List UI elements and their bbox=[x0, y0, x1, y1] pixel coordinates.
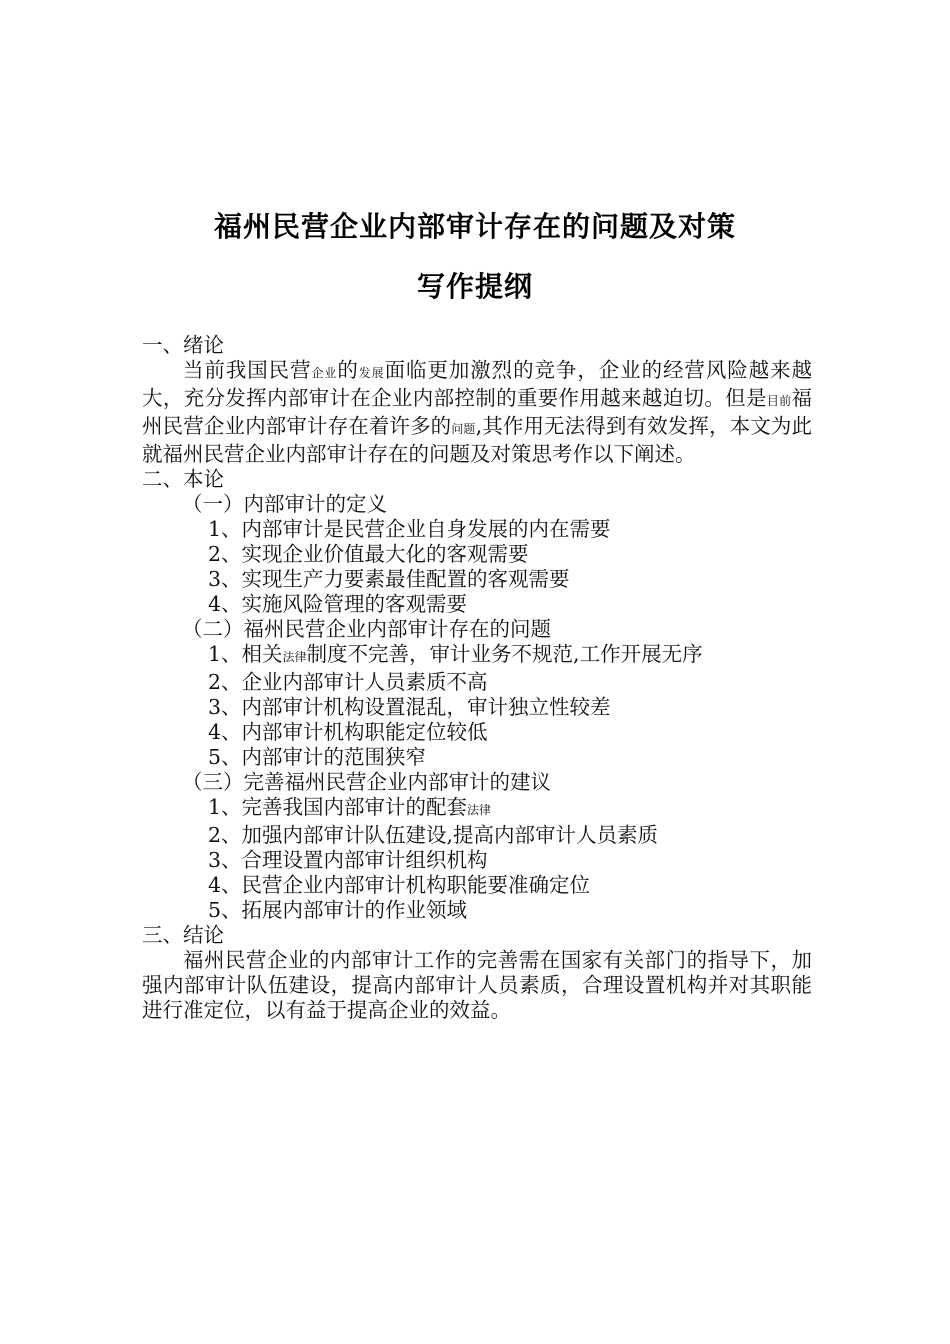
intro-text-small: 问题 bbox=[451, 422, 476, 436]
list-item: 2、实现企业价值最大化的客观需要 bbox=[208, 542, 529, 566]
document-title: 福州民营企业内部审计存在的问题及对策 bbox=[213, 210, 736, 243]
intro-text: 福州民营企业内部审计存在着许多的 bbox=[142, 386, 812, 438]
list-item: 2、加强内部审计队伍建设,提高内部审计人员素质 bbox=[208, 823, 659, 847]
intro-text: 当前我国民营 bbox=[183, 358, 312, 382]
list-item: 3、内部审计机构设置混乱，审计独立性较差 bbox=[208, 695, 611, 719]
section-heading: （二）福州民营企业内部审计存在的问题 bbox=[182, 617, 551, 641]
list-item: 4、实施风险管理的客观需要 bbox=[208, 592, 468, 616]
intro-text: ,其作用无法得到有效发挥，本文为此就福州民营企业内部审计存在的问题及对策思考作以下阐述。 bbox=[142, 414, 813, 466]
list-item: 3、合理设置内部审计组织机构 bbox=[208, 848, 488, 872]
conclusion-paragraph: 福州民营企业的内部审计工作的完善需在国家有关部门的指导下，加强内部审计队伍建设，提高内部审计人员素质，合理设置机构并对其职能进行准定位，以有益于提高企业的效益。 bbox=[142, 948, 812, 1022]
list-item: 3、实现生产力要素最佳配置的客观需要 bbox=[208, 567, 570, 591]
section-heading: （三）完善福州民营企业内部审计的建议 bbox=[182, 770, 551, 794]
intro-paragraph bbox=[142, 358, 812, 467]
section-heading: （一）内部审计的定义 bbox=[182, 492, 387, 516]
intro-text: 面临更加激烈的竞争，企业的经营风险越来越大，充分发挥内部审计在企业内部控制的重要作用越来越迫切。但是 bbox=[142, 358, 813, 410]
list-item-text: 制度不完善，审计业务不规范,工作开展无序 bbox=[306, 642, 703, 666]
list-item bbox=[142, 795, 812, 823]
list-item: 1、内部审计是民营企业自身发展的内在需要 bbox=[208, 517, 611, 541]
intro-text: 的 bbox=[337, 358, 359, 382]
list-item-text: 1、相关 bbox=[208, 642, 283, 666]
body-heading: 二、本论 bbox=[142, 467, 224, 491]
outline-body bbox=[142, 333, 812, 1023]
conclusion-heading: 三、结论 bbox=[142, 923, 224, 947]
list-item: 5、拓展内部审计的作业领域 bbox=[208, 898, 468, 922]
intro-text-small: 发展 bbox=[358, 366, 385, 380]
list-item-text-small: 法律 bbox=[467, 803, 492, 817]
intro-text-small: 目前 bbox=[766, 394, 792, 408]
list-item: 4、内部审计机构职能定位较低 bbox=[208, 720, 488, 744]
list-item: 2、企业内部审计人员素质不高 bbox=[208, 670, 488, 694]
intro-heading: 一、绪论 bbox=[142, 333, 224, 357]
document-subtitle: 写作提纲 bbox=[416, 270, 533, 303]
intro-text-small: 企业 bbox=[311, 366, 338, 380]
list-item bbox=[142, 642, 812, 670]
list-item-text-small: 法律 bbox=[282, 650, 307, 664]
list-item: 5、内部审计的范围狭窄 bbox=[208, 745, 427, 769]
list-item-text: 1、完善我国内部审计的配套 bbox=[208, 795, 468, 819]
list-item: 4、民营企业内部审计机构职能要准确定位 bbox=[208, 873, 591, 897]
